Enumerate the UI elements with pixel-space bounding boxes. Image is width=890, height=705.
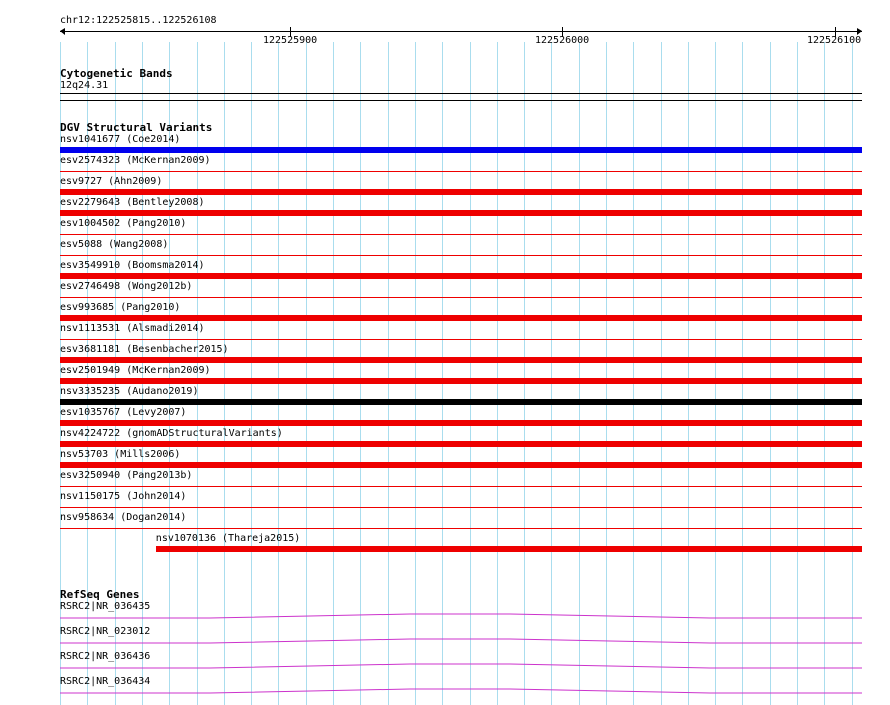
- variant-label[interactable]: esv2574323 (McKernan2009): [60, 155, 211, 166]
- variant-label[interactable]: esv5088 (Wang2008): [60, 239, 169, 250]
- variant-bar[interactable]: [60, 420, 862, 426]
- variant-bar[interactable]: [60, 441, 862, 447]
- cytoband-track-title[interactable]: Cytogenetic Bands: [60, 67, 173, 80]
- variant-label[interactable]: esv993685 (Pang2010): [60, 302, 181, 313]
- variant-label[interactable]: nsv3335235 (Audano2019): [60, 386, 199, 397]
- variant-label[interactable]: nsv1113531 (Alsmadi2014): [60, 323, 205, 334]
- gene-model[interactable]: [60, 663, 862, 669]
- variant-label[interactable]: nsv1070136 (Thareja2015): [155, 533, 301, 544]
- variant-label[interactable]: esv3681181 (Besenbacher2015): [60, 344, 229, 355]
- cytoband-label[interactable]: 12q24.31: [60, 80, 109, 91]
- variant-label[interactable]: nsv1150175 (John2014): [60, 491, 187, 502]
- gene-label[interactable]: RSRC2|NR_036436: [60, 651, 151, 662]
- variant-label[interactable]: nsv53703 (Mills2006): [60, 449, 181, 460]
- variant-line[interactable]: [60, 507, 862, 508]
- variant-line[interactable]: [60, 339, 862, 340]
- ruler-tick-label: 122526000: [535, 35, 590, 46]
- variant-bar[interactable]: [60, 210, 862, 216]
- gene-label[interactable]: RSRC2|NR_036435: [60, 601, 151, 612]
- variant-label[interactable]: esv2279643 (Bentley2008): [60, 197, 205, 208]
- variant-line[interactable]: [60, 234, 862, 235]
- variant-line[interactable]: [60, 528, 862, 529]
- variant-label[interactable]: esv1004502 (Pang2010): [60, 218, 187, 229]
- variant-bar[interactable]: [60, 189, 862, 195]
- ruler-right-arrow: [857, 28, 862, 35]
- variant-label[interactable]: esv2501949 (McKernan2009): [60, 365, 211, 376]
- cytoband-band-top: [60, 93, 862, 94]
- ruler-tick-label: 122526100: [807, 35, 862, 46]
- variant-line[interactable]: [60, 171, 862, 172]
- variant-bar[interactable]: [60, 399, 862, 405]
- cytoband-band-bottom: [60, 100, 862, 101]
- variant-bar[interactable]: [60, 462, 862, 468]
- variant-label[interactable]: esv2746498 (Wong2012b): [60, 281, 193, 292]
- region-label: chr12:122525815..122526108: [60, 15, 217, 26]
- variant-bar[interactable]: [60, 315, 862, 321]
- refseq-track-title[interactable]: RefSeq Genes: [60, 588, 140, 601]
- gene-model[interactable]: [60, 688, 862, 694]
- variant-bar[interactable]: [60, 273, 862, 279]
- gene-label[interactable]: RSRC2|NR_023012: [60, 626, 151, 637]
- variant-line[interactable]: [60, 255, 862, 256]
- variant-label[interactable]: esv9727 (Ahn2009): [60, 176, 163, 187]
- variant-bar[interactable]: [60, 357, 862, 363]
- variant-label[interactable]: nsv958634 (Dogan2014): [60, 512, 187, 523]
- variant-bar[interactable]: [156, 546, 862, 552]
- variant-bar[interactable]: [60, 378, 862, 384]
- dgv-track-title[interactable]: DGV Structural Variants: [60, 121, 213, 134]
- variant-label[interactable]: nsv1041677 (Coe2014): [60, 134, 181, 145]
- variant-bar[interactable]: [60, 147, 862, 153]
- variant-label[interactable]: esv1035767 (Levy2007): [60, 407, 187, 418]
- variant-line[interactable]: [60, 297, 862, 298]
- variant-label[interactable]: nsv4224722 (gnomADStructuralVariants): [60, 428, 283, 439]
- variant-line[interactable]: [60, 486, 862, 487]
- gene-model[interactable]: [60, 638, 862, 644]
- gene-model[interactable]: [60, 613, 862, 619]
- ruler-tick-label: 122525900: [263, 35, 318, 46]
- variant-label[interactable]: esv3549910 (Boomsma2014): [60, 260, 205, 271]
- variant-label[interactable]: esv3250940 (Pang2013b): [60, 470, 193, 481]
- ruler-axis[interactable]: [60, 31, 862, 32]
- gene-label[interactable]: RSRC2|NR_036434: [60, 676, 151, 687]
- ruler-left-arrow: [60, 28, 65, 35]
